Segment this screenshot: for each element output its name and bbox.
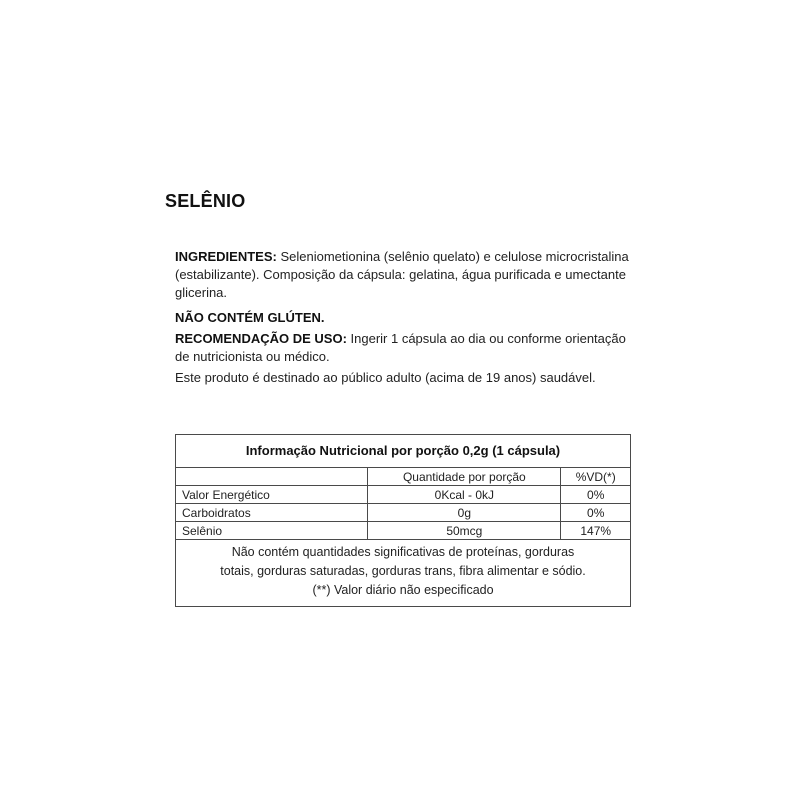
- nutrient-amount: 0g: [368, 504, 561, 522]
- nutrient-column-header: [176, 468, 368, 486]
- nutrition-table-footnote: [176, 540, 631, 607]
- nutrition-table-title: Informação Nutricional por porção 0,2g (1 cápsula): [176, 435, 631, 468]
- usage-recommendation-label: RECOMENDAÇÃO DE USO:: [175, 331, 347, 346]
- nutrient-name: Valor Energético: [176, 486, 368, 504]
- table-row: [176, 522, 631, 540]
- daily-value-column-header: %VD(*): [561, 468, 631, 486]
- footnote-line: totais, gorduras saturadas, gorduras trans, fibra alimentar e sódio.: [220, 564, 586, 578]
- ingredients-paragraph: [175, 248, 635, 302]
- footnote-line: Não contém quantidades significativas de proteínas, gorduras: [231, 545, 575, 559]
- footnote-line: (**) Valor diário não especificado: [312, 583, 494, 597]
- nutrient-name: Selênio: [176, 522, 368, 540]
- nutrient-daily-value: 0%: [561, 504, 631, 522]
- table-row: [176, 486, 631, 504]
- table-row: [176, 504, 631, 522]
- nutrient-amount: 50mcg: [368, 522, 561, 540]
- nutrition-table-footnote-row: [176, 540, 631, 607]
- nutrient-daily-value: 0%: [561, 486, 631, 504]
- nutrition-facts-table: [175, 434, 631, 607]
- ingredients-label: INGREDIENTES:: [175, 249, 277, 264]
- ingredients-text: Seleniometionina (selênio quelato) e celulose microcristalina (estabilizante). Composição da cápsula: gelatina, água purificada e umectante glicerina.: [175, 249, 629, 300]
- nutrient-daily-value: 147%: [561, 522, 631, 540]
- gluten-notice: NÃO CONTÉM GLÚTEN.: [175, 310, 325, 325]
- nutrition-table-title-row: [176, 435, 631, 468]
- amount-column-header: Quantidade por porção: [368, 468, 561, 486]
- nutrient-name: Carboidratos: [176, 504, 368, 522]
- usage-recommendation-paragraph: [175, 330, 635, 366]
- audience-notice: Este produto é destinado ao público adulto (acima de 19 anos) saudável.: [175, 370, 596, 385]
- product-title: SELÊNIO: [165, 191, 246, 211]
- nutrition-table-header-row: [176, 468, 631, 486]
- usage-recommendation-text: Ingerir 1 cápsula ao dia ou conforme orientação de nutricionista ou médico.: [175, 331, 626, 364]
- nutrient-amount: 0Kcal - 0kJ: [368, 486, 561, 504]
